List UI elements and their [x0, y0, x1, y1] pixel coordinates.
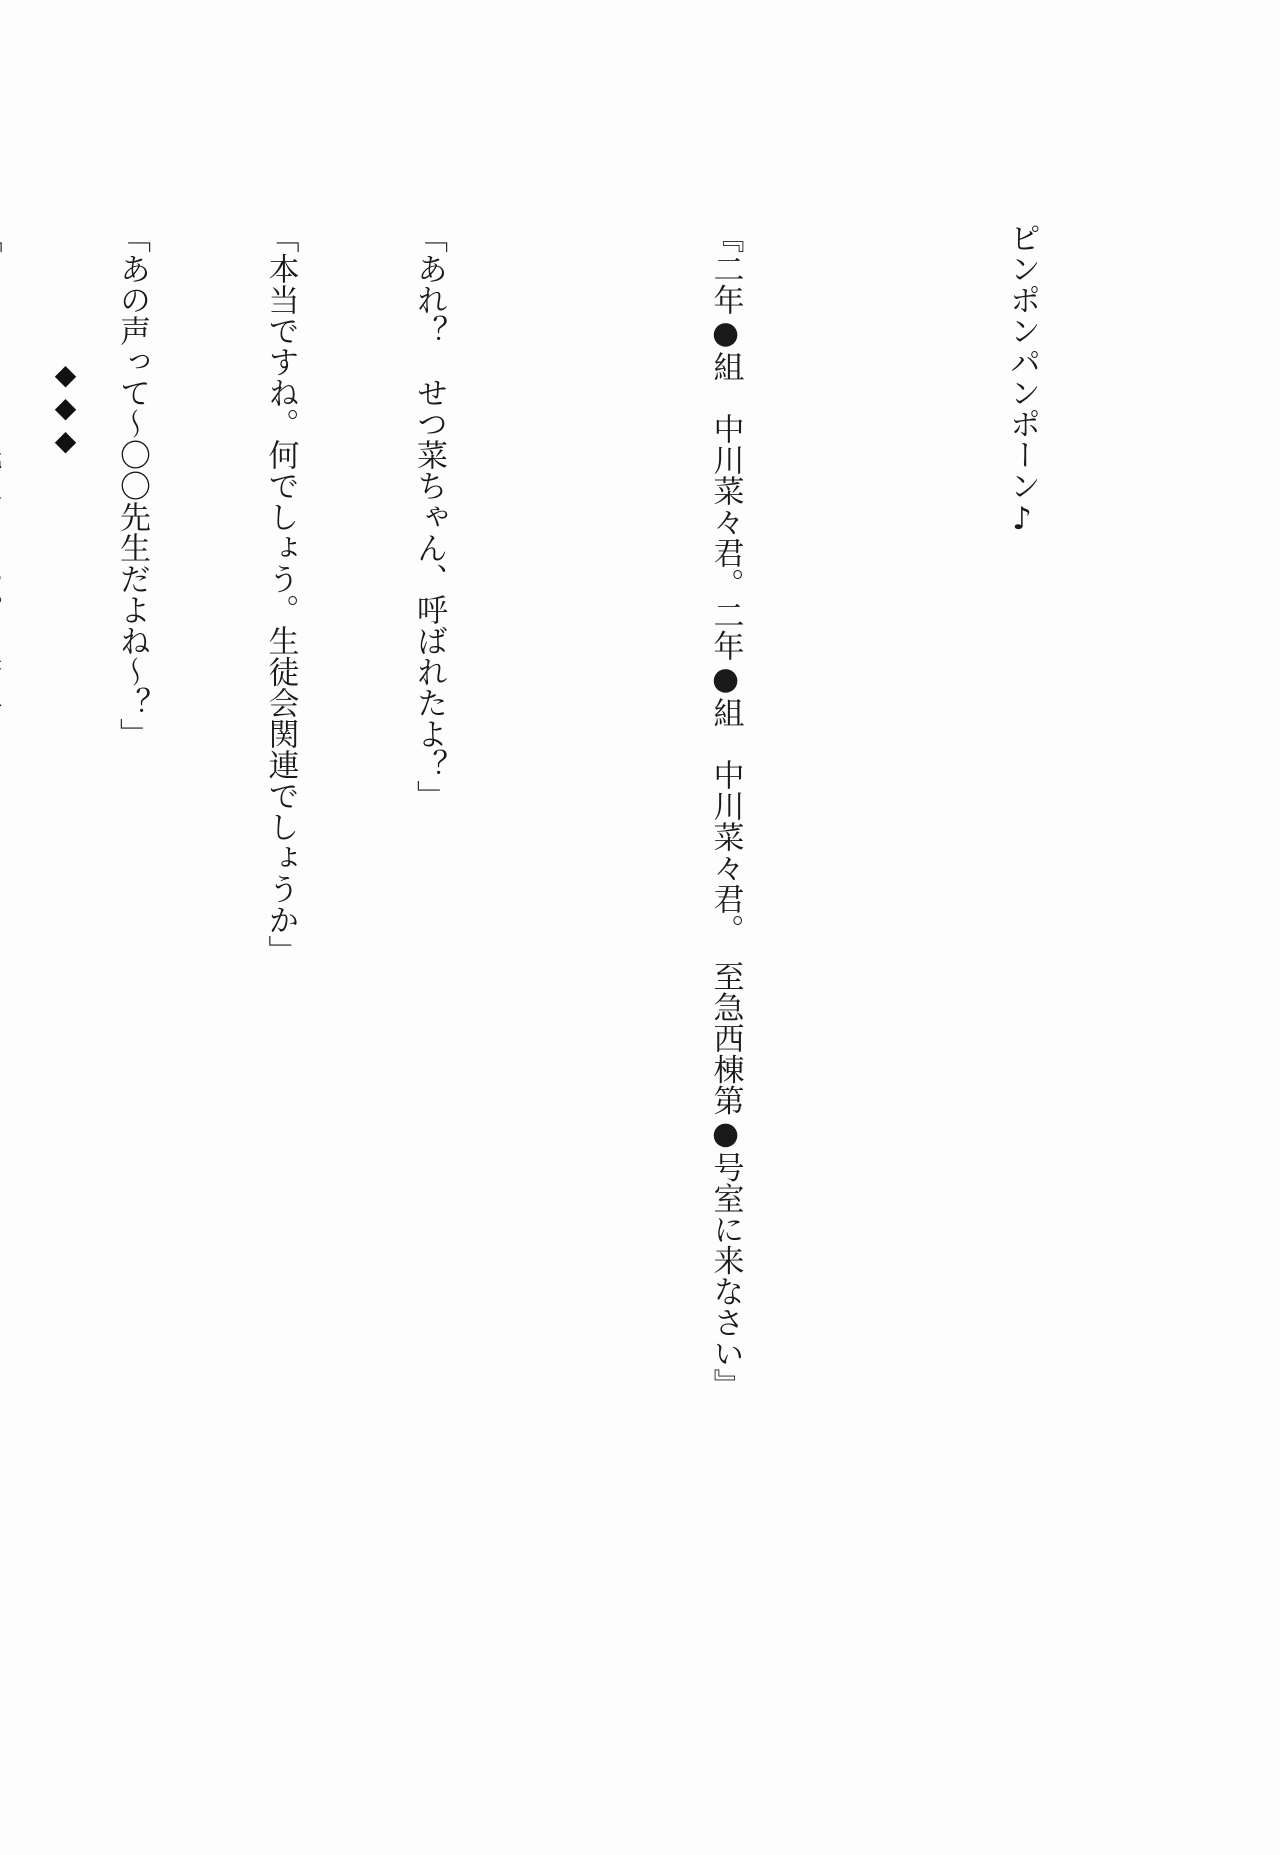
- spacer: [849, 222, 898, 1642]
- section-separator: ◆◆◆: [49, 358, 82, 457]
- text-line-announcement: 『二年●組 中川菜々君。二年●組 中川菜々君。 至急西棟第●号室に来なさい』: [707, 222, 744, 1400]
- text-line: 「あれ？ せつ菜ちゃん、呼ばれたよ？」: [411, 222, 447, 811]
- text-line: [0, 222, 8, 1642]
- text-line: 「本当ですね。何でしょう。生徒会関連でしょうか」: [262, 222, 299, 966]
- vertical-text-body: [0, 222, 1145, 1642]
- spacer: [552, 222, 601, 1642]
- text-line: 「あの声って～〇〇先生だよね～？」: [114, 222, 150, 749]
- text-line-chime: ピンポンパンポーン♪: [1004, 222, 1040, 537]
